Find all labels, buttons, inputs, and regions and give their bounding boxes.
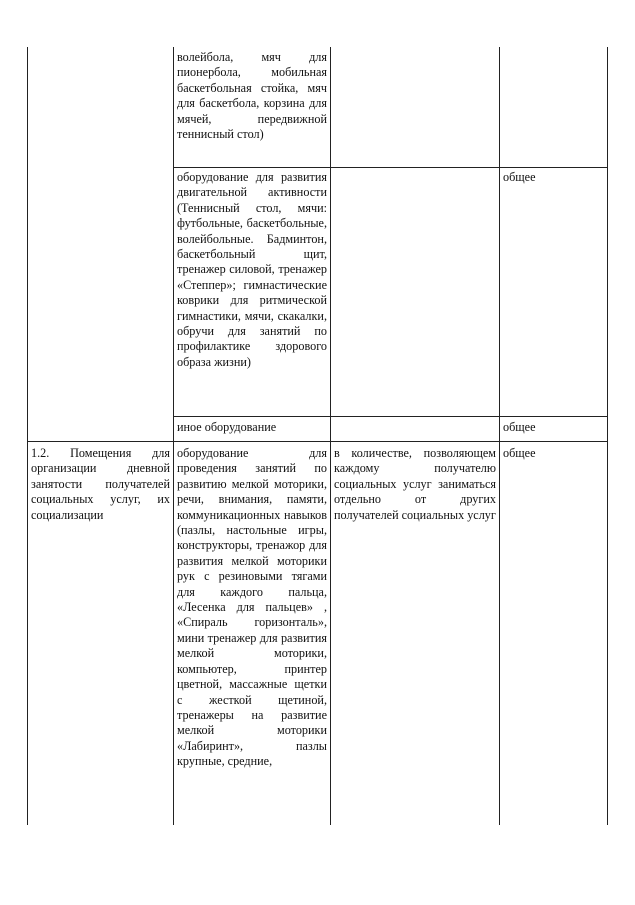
table-divider-col-3 <box>499 47 500 825</box>
equipment-cell-row-3 <box>177 420 327 440</box>
equipment-text: волейбола, мяч для пионербола, мобильная баскетбольная стойка, мяч для баскетбола, корзина для мячей, передвижной теннисный стол) <box>177 50 327 142</box>
equipment-cell-row-4 <box>177 446 327 824</box>
section-text: 1.2. Помещения для организации дневной занятости получателей социальных услуг, их социализации <box>31 446 170 522</box>
table-border-right <box>607 47 608 825</box>
usage-cell-row-3 <box>503 420 603 440</box>
equipment-cell-row-2 <box>177 170 327 414</box>
row-divider-1 <box>173 167 607 168</box>
section-cell-row-4 <box>31 446 170 526</box>
usage-text: общее <box>503 170 536 184</box>
table-border-left <box>27 47 28 825</box>
usage-text: общее <box>503 420 536 434</box>
usage-text: общее <box>503 446 536 460</box>
equipment-text: иное оборудование <box>177 420 277 434</box>
row-divider-2 <box>173 416 607 417</box>
table-divider-col-1 <box>173 47 174 825</box>
usage-cell-row-2 <box>503 170 603 190</box>
equipment-text: оборудование для развития двигательной активности (Теннисный стол, мячи: футбольные, баскетбольные, волейбольные. Бадминтон, баскетбольный щит, тренажер силовой, тренажер «Степпер»; гимнастические коврики для ритмической гимнастики, мячи, скакалки, обручи для занятий по профилактике здорового образа жизни) <box>177 170 327 369</box>
equipment-text: оборудование для проведения занятий по развитию мелкой моторики, речи, внимания, памяти, коммуникационных навыков (пазлы, настольные игры, конструкторы, тренажор для развития мелкой моторики рук с резиновыми тягами для каждого пальца, «Лесенка для пальцев» , «Спираль горизонталь», мини тренажер для развития мелкой моторики, компьютер, принтер цветной, массажные щетки с жесткой щетиной, тренажеры на развитие мелкой моторики «Лабиринт», пазлы крупные, средние, <box>177 446 327 769</box>
equipment-cell-row-1 <box>177 50 327 165</box>
quantity-cell-row-4 <box>334 446 496 546</box>
usage-cell-row-4 <box>503 446 603 466</box>
table-divider-col-2 <box>330 47 331 825</box>
row-divider-3 <box>27 441 608 442</box>
quantity-text: в количестве, позволяющем каждому получателю социальных услуг заниматься отдельно от других получателей социальных услуг <box>334 446 496 522</box>
